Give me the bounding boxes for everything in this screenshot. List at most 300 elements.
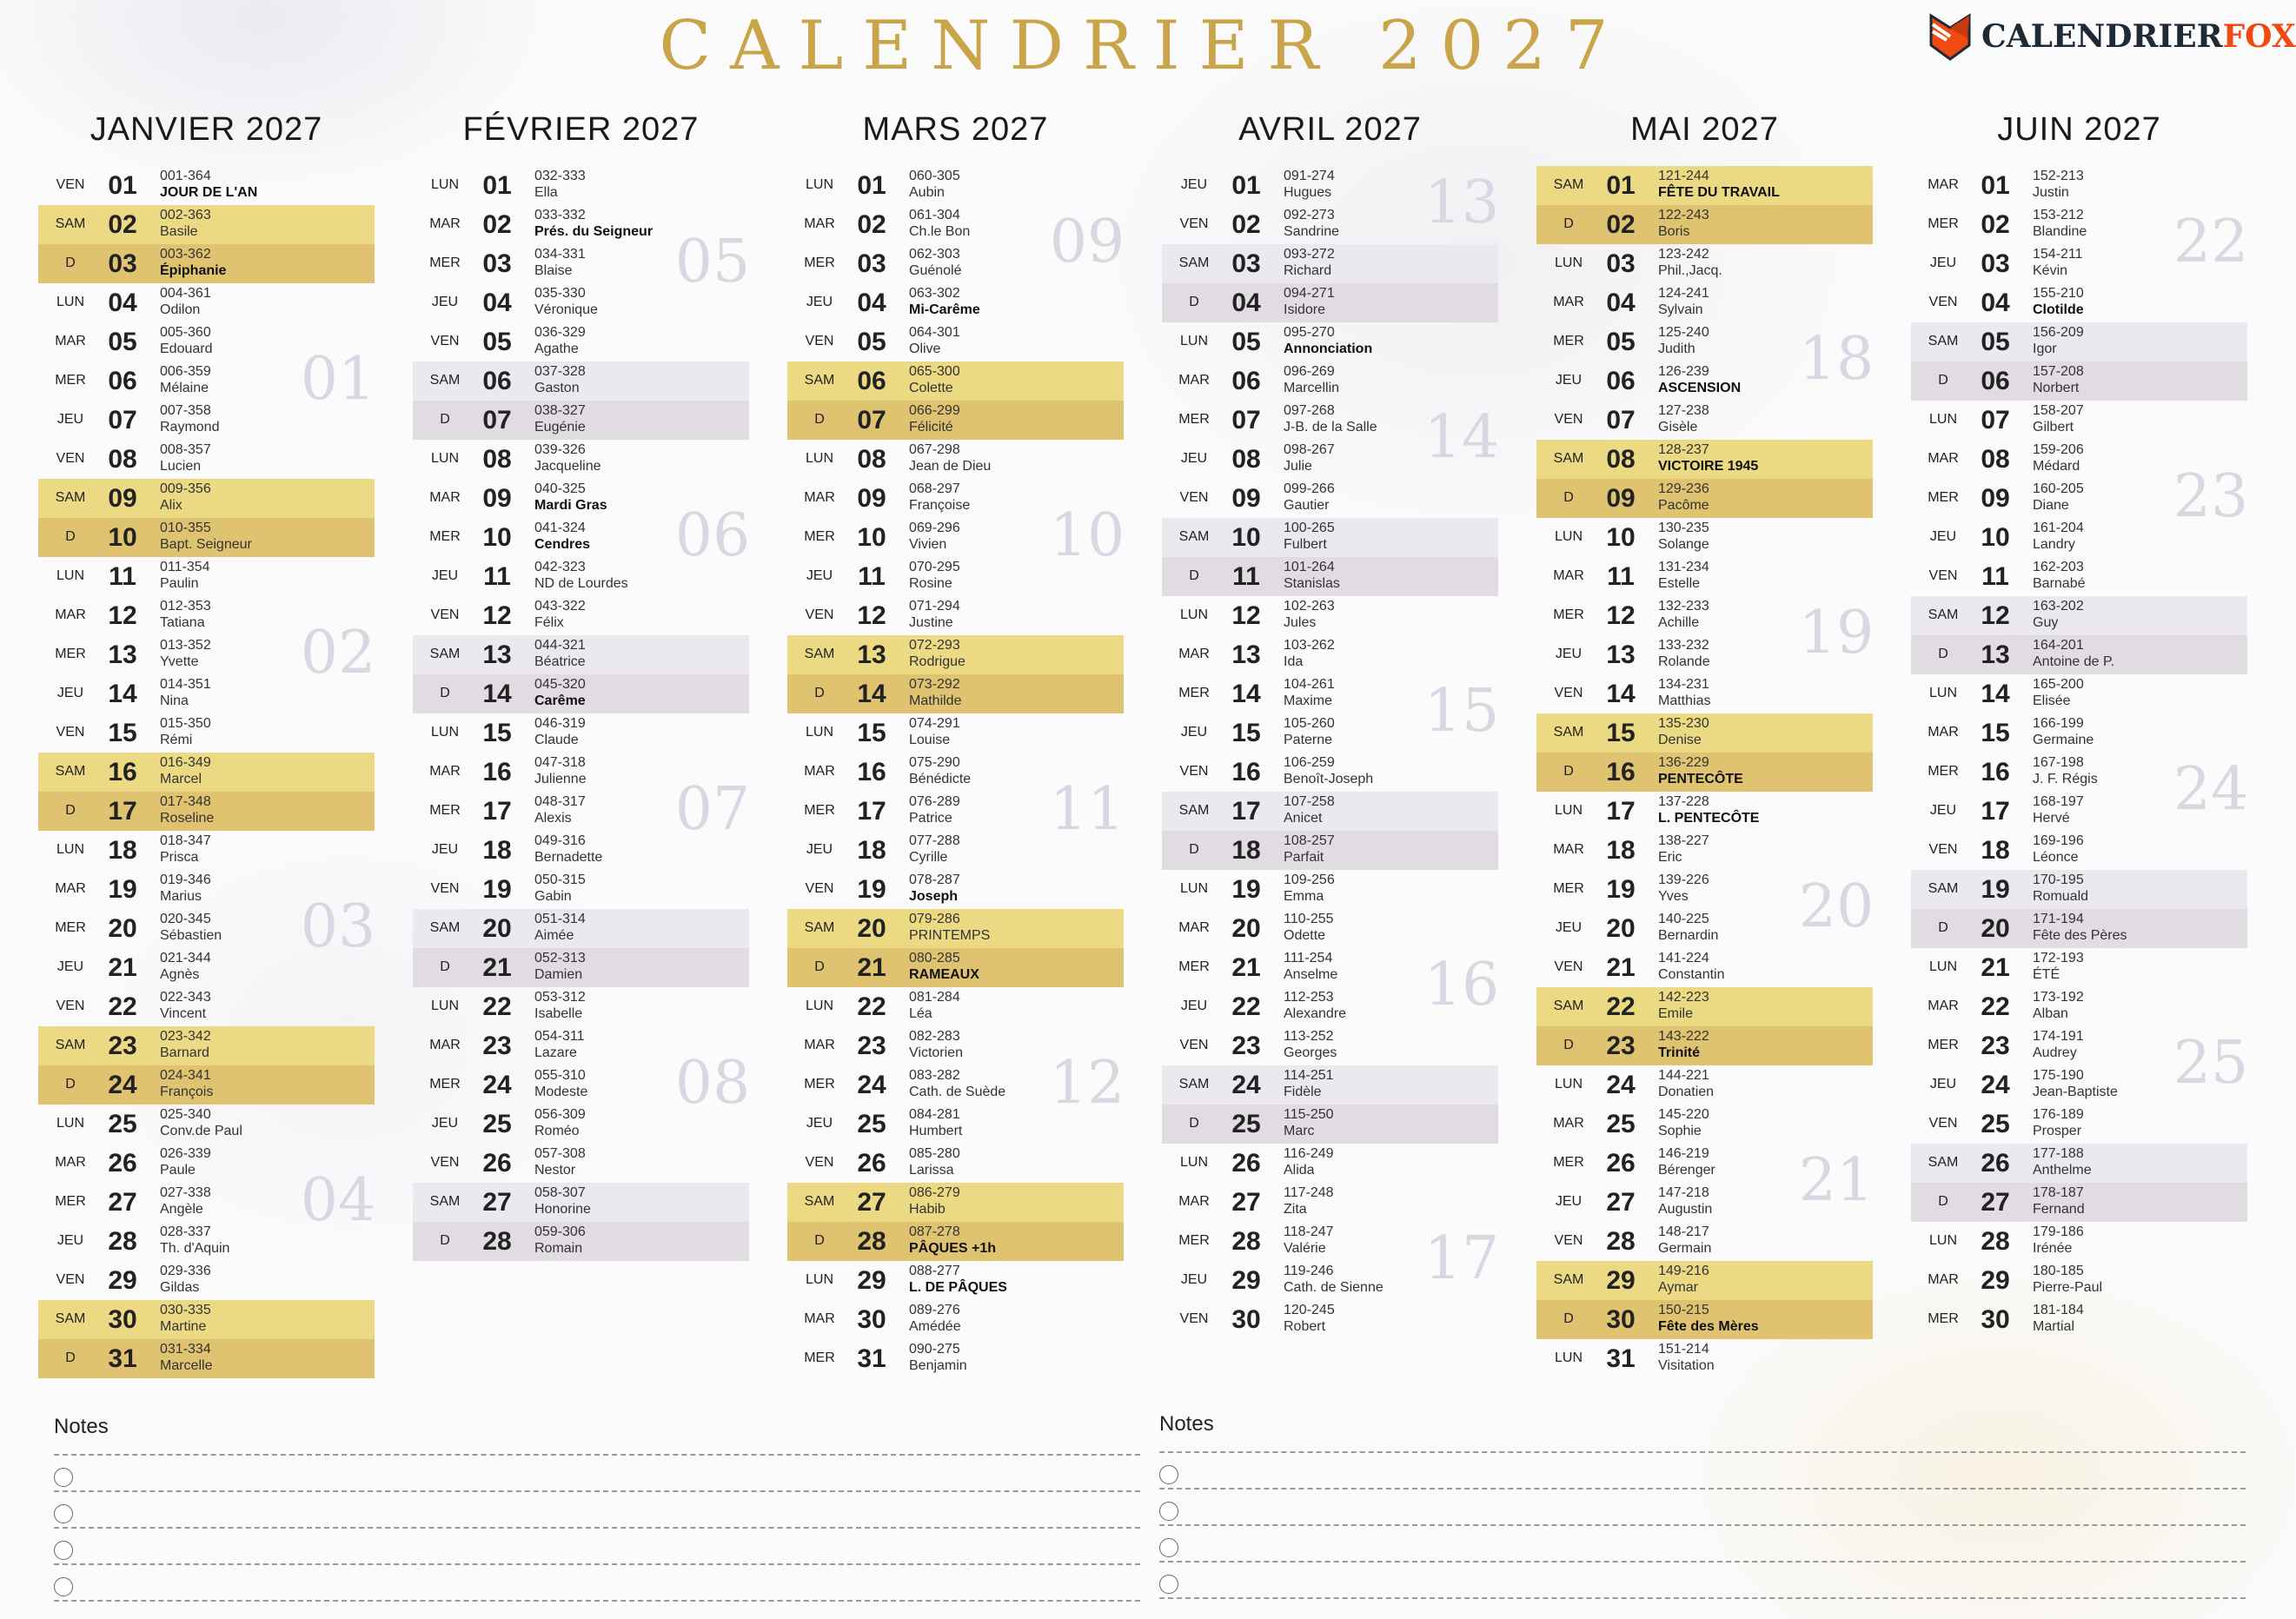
day-row[interactable] xyxy=(38,674,375,713)
day-row[interactable] xyxy=(38,557,375,596)
notes-line[interactable] xyxy=(1159,1524,2246,1526)
day-row[interactable] xyxy=(1911,1183,2247,1222)
day-row[interactable] xyxy=(1536,362,1873,401)
day-row[interactable] xyxy=(1536,1105,1873,1144)
day-number: 08 xyxy=(482,445,512,474)
day-row[interactable] xyxy=(1911,1144,2247,1183)
day-row[interactable] xyxy=(1911,557,2247,596)
day-row[interactable] xyxy=(787,1144,1124,1183)
day-of-year: 072-293 xyxy=(909,638,960,653)
day-row[interactable] xyxy=(38,1026,375,1065)
notes-line[interactable] xyxy=(1159,1488,2246,1490)
saint-or-holiday: Barnabé xyxy=(2033,576,2086,591)
day-row[interactable] xyxy=(787,1339,1124,1378)
day-number: 12 xyxy=(1981,601,2010,630)
day-of-year: 047-318 xyxy=(534,755,586,770)
notes-line[interactable] xyxy=(54,1563,1140,1565)
day-row[interactable] xyxy=(1536,753,1873,792)
saint-or-holiday: Cyrille xyxy=(909,850,948,865)
day-row[interactable] xyxy=(413,244,749,283)
day-row[interactable] xyxy=(38,1144,375,1183)
day-row[interactable] xyxy=(1911,870,2247,909)
day-row[interactable] xyxy=(787,322,1124,362)
day-row[interactable] xyxy=(1911,909,2247,948)
day-row[interactable] xyxy=(1536,1300,1873,1339)
day-row[interactable] xyxy=(1536,1261,1873,1300)
weekday-label: JEU xyxy=(1555,920,1583,935)
day-row[interactable] xyxy=(38,1183,375,1222)
day-row[interactable] xyxy=(787,948,1124,987)
day-row[interactable] xyxy=(787,870,1124,909)
day-row[interactable] xyxy=(1911,244,2247,283)
day-row[interactable] xyxy=(1536,792,1873,831)
day-number: 14 xyxy=(1231,680,1261,708)
day-row[interactable] xyxy=(1911,1222,2247,1261)
day-row[interactable] xyxy=(787,792,1124,831)
day-row[interactable] xyxy=(1536,1339,1873,1378)
day-row[interactable] xyxy=(1911,596,2247,635)
saint-or-holiday: Larissa xyxy=(909,1163,954,1178)
day-row[interactable] xyxy=(1536,1183,1873,1222)
day-row[interactable] xyxy=(787,1183,1124,1222)
day-row[interactable] xyxy=(38,713,375,753)
day-row[interactable] xyxy=(787,440,1124,479)
day-row[interactable] xyxy=(413,205,749,244)
day-row[interactable] xyxy=(38,1300,375,1339)
day-row[interactable] xyxy=(1536,322,1873,362)
day-row[interactable] xyxy=(787,1300,1124,1339)
day-row[interactable] xyxy=(413,283,749,322)
day-row[interactable] xyxy=(1162,479,1498,518)
day-of-year: 099-266 xyxy=(1284,481,1335,496)
day-row[interactable] xyxy=(1162,244,1498,283)
saint-or-holiday: Jean-Baptiste xyxy=(2033,1085,2118,1099)
day-number: 28 xyxy=(108,1227,137,1256)
day-of-year: 067-298 xyxy=(909,442,960,457)
notes-line[interactable] xyxy=(54,1490,1140,1492)
day-row[interactable] xyxy=(1536,1144,1873,1183)
day-row[interactable] xyxy=(413,753,749,792)
day-row[interactable] xyxy=(1162,713,1498,753)
day-row[interactable] xyxy=(38,870,375,909)
day-number: 10 xyxy=(1981,523,2010,552)
saint-or-holiday: Vivien xyxy=(909,537,947,552)
day-row[interactable] xyxy=(1911,479,2247,518)
weekday-label: VEN xyxy=(1928,842,1958,857)
day-row[interactable] xyxy=(1536,1026,1873,1065)
day-row[interactable] xyxy=(1162,362,1498,401)
weekday-label: D xyxy=(1938,1194,1948,1209)
saint-or-holiday: Cath. de Suède xyxy=(909,1085,1006,1099)
day-row[interactable] xyxy=(38,635,375,674)
saint-or-holiday: Constantin xyxy=(1658,967,1725,982)
weekday-label: JEU xyxy=(1929,1077,1957,1091)
checkbox-circle[interactable] xyxy=(1159,1575,1178,1594)
day-row[interactable] xyxy=(1536,518,1873,557)
day-row[interactable] xyxy=(1911,518,2247,557)
day-row[interactable] xyxy=(1162,1261,1498,1300)
day-row[interactable] xyxy=(1162,557,1498,596)
day-row[interactable] xyxy=(413,1183,749,1222)
day-number: 08 xyxy=(1231,445,1261,474)
day-row[interactable] xyxy=(1162,1105,1498,1144)
day-row[interactable] xyxy=(413,1222,749,1261)
day-row[interactable] xyxy=(1911,1026,2247,1065)
day-row[interactable] xyxy=(38,362,375,401)
day-of-year: 010-355 xyxy=(160,521,211,535)
day-row[interactable] xyxy=(38,596,375,635)
day-row[interactable] xyxy=(413,322,749,362)
checkbox-circle[interactable] xyxy=(54,1468,73,1487)
day-number: 06 xyxy=(1981,367,2010,395)
day-row[interactable] xyxy=(38,753,375,792)
day-row[interactable] xyxy=(1162,322,1498,362)
day-number: 24 xyxy=(1606,1071,1636,1099)
day-row[interactable] xyxy=(38,1222,375,1261)
day-row[interactable] xyxy=(787,987,1124,1026)
day-row[interactable] xyxy=(1536,440,1873,479)
week-number-watermark: 01 xyxy=(300,344,376,414)
notes-line[interactable] xyxy=(1159,1561,2246,1563)
day-of-year: 173-192 xyxy=(2033,990,2084,1005)
day-row[interactable] xyxy=(38,479,375,518)
day-row[interactable] xyxy=(1162,205,1498,244)
saint-or-holiday: Edouard xyxy=(160,342,213,356)
day-row[interactable] xyxy=(413,518,749,557)
day-row[interactable] xyxy=(1911,283,2247,322)
day-row[interactable] xyxy=(38,909,375,948)
day-number: 25 xyxy=(482,1110,512,1138)
day-row[interactable] xyxy=(1162,1183,1498,1222)
day-of-year: 081-284 xyxy=(909,990,960,1005)
day-row[interactable] xyxy=(38,166,375,205)
saint-or-holiday: Marcellin xyxy=(1284,381,1340,395)
day-row[interactable] xyxy=(1911,674,2247,713)
saint-or-holiday: Martial xyxy=(2033,1319,2075,1334)
day-row[interactable] xyxy=(413,1026,749,1065)
day-row[interactable] xyxy=(38,244,375,283)
day-row[interactable] xyxy=(787,713,1124,753)
day-row[interactable] xyxy=(1162,166,1498,205)
day-row[interactable] xyxy=(1162,831,1498,870)
day-row[interactable] xyxy=(1911,987,2247,1026)
day-row[interactable] xyxy=(1162,674,1498,713)
day-number: 09 xyxy=(1231,484,1261,513)
day-row[interactable] xyxy=(787,479,1124,518)
day-of-year: 004-361 xyxy=(160,286,211,301)
day-row[interactable] xyxy=(1162,401,1498,440)
day-row[interactable] xyxy=(1536,1222,1873,1261)
weekday-label: LUN xyxy=(1179,881,1208,896)
day-row[interactable] xyxy=(413,362,749,401)
week-number-watermark: 05 xyxy=(674,227,751,296)
day-row[interactable] xyxy=(1911,713,2247,753)
day-row[interactable] xyxy=(38,518,375,557)
day-row[interactable] xyxy=(787,674,1124,713)
day-row[interactable] xyxy=(413,635,749,674)
day-row[interactable] xyxy=(787,244,1124,283)
day-row[interactable] xyxy=(1536,596,1873,635)
day-of-year: 046-319 xyxy=(534,716,586,731)
day-row[interactable] xyxy=(1911,635,2247,674)
weekday-label: LUN xyxy=(430,725,459,740)
day-row[interactable] xyxy=(1536,244,1873,283)
day-row[interactable] xyxy=(1536,205,1873,244)
day-row[interactable] xyxy=(413,1105,749,1144)
day-row[interactable] xyxy=(38,322,375,362)
day-number: 18 xyxy=(1231,836,1261,865)
day-row[interactable] xyxy=(787,283,1124,322)
day-row[interactable] xyxy=(413,909,749,948)
day-row[interactable] xyxy=(1162,1065,1498,1105)
day-number: 22 xyxy=(857,992,886,1021)
day-row[interactable] xyxy=(1911,948,2247,987)
day-row[interactable] xyxy=(1536,831,1873,870)
saint-or-holiday: Martine xyxy=(160,1319,207,1334)
weekday-label: LUN xyxy=(1179,1155,1208,1170)
day-row[interactable] xyxy=(1911,322,2247,362)
day-row[interactable] xyxy=(787,596,1124,635)
day-row[interactable] xyxy=(1536,713,1873,753)
month-column xyxy=(1536,104,1873,1390)
day-row[interactable] xyxy=(1536,674,1873,713)
saint-or-holiday: Lucien xyxy=(160,459,202,474)
day-row[interactable] xyxy=(413,1144,749,1183)
day-row[interactable] xyxy=(787,1026,1124,1065)
day-row[interactable] xyxy=(413,831,749,870)
day-row[interactable] xyxy=(1162,596,1498,635)
day-row[interactable] xyxy=(787,362,1124,401)
day-row[interactable] xyxy=(787,831,1124,870)
day-number: 15 xyxy=(1231,719,1261,747)
day-row[interactable] xyxy=(413,987,749,1026)
day-row[interactable] xyxy=(38,987,375,1026)
day-row[interactable] xyxy=(1162,440,1498,479)
day-row[interactable] xyxy=(38,948,375,987)
day-row[interactable] xyxy=(787,1105,1124,1144)
saint-or-holiday: Carême xyxy=(534,693,586,708)
weekday-label: LUN xyxy=(1554,803,1583,818)
day-of-year: 021-344 xyxy=(160,951,211,965)
day-row[interactable] xyxy=(413,596,749,635)
day-number: 07 xyxy=(1231,406,1261,435)
day-row[interactable] xyxy=(413,440,749,479)
weekday-label: MER xyxy=(804,255,835,270)
day-row[interactable] xyxy=(1911,362,2247,401)
day-row[interactable] xyxy=(1911,753,2247,792)
day-row[interactable] xyxy=(1536,1065,1873,1105)
day-row[interactable] xyxy=(787,1065,1124,1105)
day-row[interactable] xyxy=(787,205,1124,244)
saint-or-holiday: Marc xyxy=(1284,1124,1315,1138)
day-row[interactable] xyxy=(1911,831,2247,870)
day-row[interactable] xyxy=(787,1222,1124,1261)
day-row[interactable] xyxy=(787,909,1124,948)
day-row[interactable] xyxy=(787,1261,1124,1300)
day-number: 05 xyxy=(482,328,512,356)
day-row[interactable] xyxy=(38,1105,375,1144)
day-row[interactable] xyxy=(1162,870,1498,909)
checkbox-circle[interactable] xyxy=(54,1504,73,1523)
saint-or-holiday: Clotilde xyxy=(2033,302,2084,317)
day-row[interactable] xyxy=(1162,635,1498,674)
day-row[interactable] xyxy=(413,557,749,596)
day-row[interactable] xyxy=(1536,987,1873,1026)
day-row[interactable] xyxy=(1911,205,2247,244)
day-row[interactable] xyxy=(787,753,1124,792)
day-row[interactable] xyxy=(1911,440,2247,479)
day-row[interactable] xyxy=(1536,635,1873,674)
day-number: 17 xyxy=(1981,797,2010,826)
day-row[interactable] xyxy=(1911,166,2247,205)
weekday-label: LUN xyxy=(56,842,84,857)
day-row[interactable] xyxy=(787,557,1124,596)
notes-line[interactable] xyxy=(1159,1451,2246,1453)
day-of-year: 002-363 xyxy=(160,208,211,222)
day-row[interactable] xyxy=(413,479,749,518)
saint-or-holiday: PRINTEMPS xyxy=(909,928,991,943)
weekday-label: LUN xyxy=(430,177,459,192)
weekday-label: MAR xyxy=(1928,451,1959,466)
day-row[interactable] xyxy=(787,401,1124,440)
day-row[interactable] xyxy=(413,674,749,713)
saint-or-holiday: Guy xyxy=(2033,615,2059,630)
day-row[interactable] xyxy=(413,948,749,987)
day-number: 15 xyxy=(1606,719,1636,747)
weekday-label: MER xyxy=(804,1350,835,1365)
checkbox-circle[interactable] xyxy=(1159,1538,1178,1557)
day-row[interactable] xyxy=(1162,1144,1498,1183)
day-row[interactable] xyxy=(38,205,375,244)
day-of-year: 059-306 xyxy=(534,1224,586,1239)
checkbox-circle[interactable] xyxy=(1159,1502,1178,1521)
day-row[interactable] xyxy=(413,1065,749,1105)
day-row[interactable] xyxy=(38,1339,375,1378)
day-row[interactable] xyxy=(38,283,375,322)
day-of-year: 027-338 xyxy=(160,1185,211,1200)
day-number: 21 xyxy=(1231,953,1261,982)
day-number: 09 xyxy=(1981,484,2010,513)
day-row[interactable] xyxy=(1162,948,1498,987)
day-of-year: 162-203 xyxy=(2033,560,2084,574)
day-row[interactable] xyxy=(1162,792,1498,831)
day-row[interactable] xyxy=(1536,870,1873,909)
day-number: 27 xyxy=(1606,1188,1636,1217)
day-row[interactable] xyxy=(38,440,375,479)
day-row[interactable] xyxy=(1536,557,1873,596)
day-row[interactable] xyxy=(1162,909,1498,948)
day-number: 08 xyxy=(1981,445,2010,474)
day-row[interactable] xyxy=(1162,753,1498,792)
day-row[interactable] xyxy=(38,831,375,870)
notes-line[interactable] xyxy=(54,1454,1140,1456)
day-row[interactable] xyxy=(1911,1065,2247,1105)
day-of-year: 087-278 xyxy=(909,1224,960,1239)
day-of-year: 159-206 xyxy=(2033,442,2084,457)
day-number: 23 xyxy=(1981,1032,2010,1060)
weekday-label: MAR xyxy=(804,490,835,505)
saint-or-holiday: Yvette xyxy=(160,654,199,669)
day-number: 03 xyxy=(108,249,137,278)
day-number: 04 xyxy=(857,289,886,317)
day-row[interactable] xyxy=(1911,1300,2247,1339)
day-row[interactable] xyxy=(38,401,375,440)
checkbox-circle[interactable] xyxy=(54,1577,73,1596)
day-row[interactable] xyxy=(1536,283,1873,322)
day-row[interactable] xyxy=(1162,1300,1498,1339)
saint-or-holiday: Sophie xyxy=(1658,1124,1702,1138)
weekday-label: MER xyxy=(1553,607,1584,622)
weekday-label: LUN xyxy=(56,295,84,309)
day-row[interactable] xyxy=(413,166,749,205)
day-row[interactable] xyxy=(787,518,1124,557)
weekday-label: VEN xyxy=(430,881,460,896)
day-row[interactable] xyxy=(413,713,749,753)
day-row[interactable] xyxy=(413,401,749,440)
notes-line[interactable] xyxy=(1159,1597,2246,1599)
weekday-label: JEU xyxy=(1180,451,1208,466)
day-of-year: 091-274 xyxy=(1284,169,1335,183)
day-row[interactable] xyxy=(1162,987,1498,1026)
saint-or-holiday: Romuald xyxy=(2033,889,2089,904)
saint-or-holiday: Basile xyxy=(160,224,198,239)
day-row[interactable] xyxy=(787,635,1124,674)
day-row[interactable] xyxy=(1162,1026,1498,1065)
day-row[interactable] xyxy=(413,870,749,909)
weekday-label: MER xyxy=(1928,216,1959,231)
day-of-year: 049-316 xyxy=(534,833,586,848)
day-row[interactable] xyxy=(787,166,1124,205)
day-of-year: 031-334 xyxy=(160,1342,211,1357)
day-row[interactable] xyxy=(1536,479,1873,518)
notes-line[interactable] xyxy=(54,1527,1140,1529)
notes-line[interactable] xyxy=(54,1600,1140,1602)
day-number: 13 xyxy=(1231,640,1261,669)
day-row[interactable] xyxy=(1911,1105,2247,1144)
checkbox-circle[interactable] xyxy=(54,1541,73,1560)
day-number: 20 xyxy=(1606,914,1636,943)
day-row[interactable] xyxy=(1162,1222,1498,1261)
day-row[interactable] xyxy=(1911,401,2247,440)
day-number: 27 xyxy=(1231,1188,1261,1217)
day-of-year: 145-220 xyxy=(1658,1107,1709,1122)
day-number: 26 xyxy=(108,1149,137,1178)
month-title: AVRIL 2027 xyxy=(1238,111,1422,148)
day-number: 02 xyxy=(1981,210,2010,239)
day-of-year: 171-194 xyxy=(2033,912,2084,926)
day-row[interactable] xyxy=(1911,792,2247,831)
day-row[interactable] xyxy=(1536,909,1873,948)
day-number: 21 xyxy=(108,953,137,982)
day-row[interactable] xyxy=(413,792,749,831)
day-number: 01 xyxy=(482,171,512,200)
day-row[interactable] xyxy=(1162,518,1498,557)
day-of-year: 063-302 xyxy=(909,286,960,301)
notes-section-right xyxy=(1159,1405,2246,1614)
day-row[interactable] xyxy=(1162,283,1498,322)
day-row[interactable] xyxy=(1536,166,1873,205)
day-row[interactable] xyxy=(1536,401,1873,440)
checkbox-circle[interactable] xyxy=(1159,1465,1178,1484)
day-row[interactable] xyxy=(38,1065,375,1105)
weekday-label: MER xyxy=(1928,1311,1959,1326)
day-row[interactable] xyxy=(38,792,375,831)
day-row[interactable] xyxy=(38,1261,375,1300)
weekday-label: MAR xyxy=(1553,1116,1584,1131)
day-number: 30 xyxy=(1231,1305,1261,1334)
day-row[interactable] xyxy=(1911,1261,2247,1300)
day-row[interactable] xyxy=(1536,948,1873,987)
